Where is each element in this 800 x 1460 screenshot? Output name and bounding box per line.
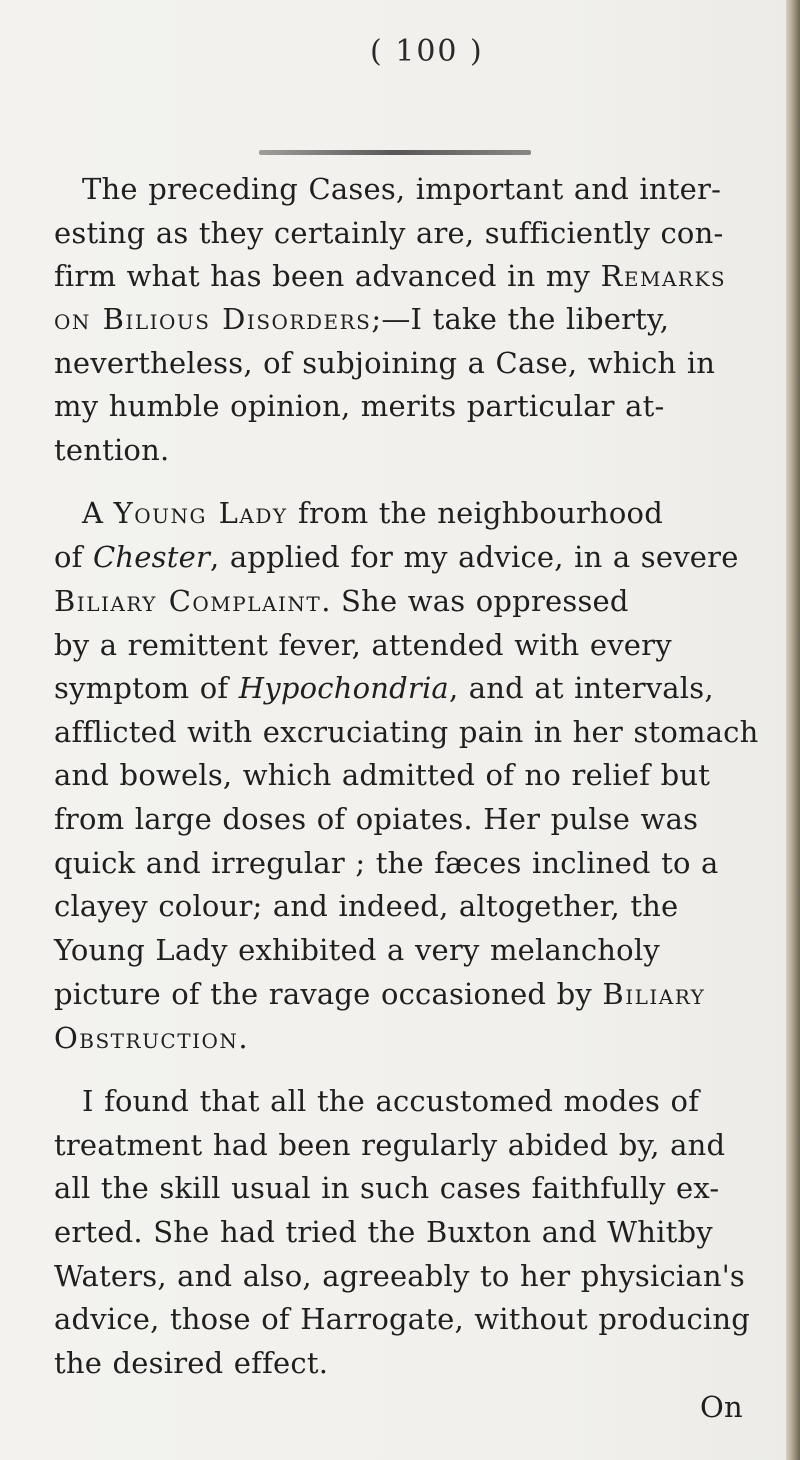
paragraph-2-line-1: A Young Lady from the neighbourhood bbox=[82, 496, 663, 530]
paragraph-1-line-3: firm what has been advanced in my Remarks bbox=[54, 259, 727, 293]
paragraph-2-line-8: from large doses of opiates. Her pulse was bbox=[54, 802, 699, 836]
paragraph-1-line-1: The preceding Cases, important and inter- bbox=[82, 172, 722, 206]
paragraph-3-line-1: I found that all the accustomed modes of bbox=[82, 1084, 700, 1118]
paragraph-3-line-7: the desired effect. bbox=[54, 1346, 329, 1380]
paragraph-2-line-3: Biliary Complaint. She was oppressed bbox=[54, 584, 629, 618]
paragraph-2-line-10: clayey colour; and indeed, altogether, the bbox=[54, 889, 679, 923]
paragraph-1-line-2: esting as they certainly are, sufficiently con- bbox=[54, 216, 724, 250]
paragraph-3-line-2: treatment had been regularly abided by, and bbox=[54, 1128, 726, 1162]
page-number: ( 100 ) bbox=[370, 34, 484, 69]
catchword: On bbox=[700, 1390, 743, 1424]
paragraph-2-line-13: Obstruction. bbox=[54, 1021, 248, 1055]
paragraph-2-line-7: and bowels, which admitted of no relief but bbox=[54, 758, 711, 792]
paragraph-2-line-4: by a remittent fever, attended with every bbox=[54, 628, 672, 662]
paragraph-3-line-3: all the skill usual in such cases faithfully ex- bbox=[54, 1171, 720, 1205]
paragraph-2-line-5: symptom of Hypochondria, and at intervals, bbox=[54, 671, 714, 705]
paragraph-2-line-6: afflicted with excruciating pain in her stomach bbox=[54, 715, 759, 749]
paragraph-3-line-5: Waters, and also, agreeably to her physician's bbox=[54, 1259, 746, 1293]
paragraph-1-line-5: nevertheless, of subjoining a Case, which in bbox=[54, 346, 716, 380]
paragraph-2-line-12: picture of the ravage occasioned by Biliary bbox=[54, 977, 706, 1011]
paragraph-1-line-6: my humble opinion, merits particular at- bbox=[54, 389, 665, 423]
paragraph-2-line-9: quick and irregular ; the fæces inclined to a bbox=[54, 846, 719, 880]
paragraph-2-line-11: Young Lady exhibited a very melancholy bbox=[54, 933, 660, 967]
paragraph-3-line-6: advice, those of Harrogate, without producing bbox=[54, 1302, 751, 1336]
paragraph-1-line-4: on Bilious Disorders;—I take the liberty, bbox=[54, 302, 670, 336]
paragraph-1-line-7: tention. bbox=[54, 433, 170, 467]
page-edge bbox=[786, 0, 800, 1460]
paragraph-2-line-2: of Chester, applied for my advice, in a severe bbox=[54, 540, 739, 574]
paragraph-3-line-4: erted. She had tried the Buxton and Whitby bbox=[54, 1215, 713, 1249]
